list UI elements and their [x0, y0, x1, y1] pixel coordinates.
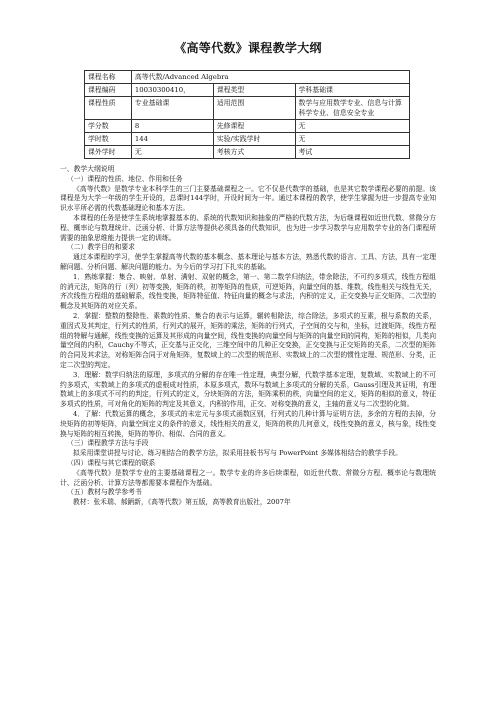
scope-value: 数学与应用数学专业、信息与计算科学专业、信息安全专业 [295, 97, 409, 120]
table-row [85, 84, 410, 97]
subsection-heading: （四）课程与其它课程的联系 [67, 458, 156, 467]
paragraph: 4．了解：代数运算的概念，多项式的未定元与多项式函数区别，行列式的几种计算与证明方法，多余的方程的去掉，分块矩阵的初等矩阵，向量空间定义的条件的意义，线性相关的意义，矩阵的秩的几何意义，线性变换的意义，核与象，线性变换与矩阵的相互转换，矩阵的等价、相似、合同的意义。 [60, 409, 436, 438]
paragraph: 教材：张禾瑞、郝鈵新，《高等代数》第五版，高等教育出版社，2007年 [73, 498, 291, 507]
course-nature-label: 课程性质 [85, 97, 132, 120]
subsection-heading: （三）课程教学方法与手段 [67, 439, 149, 448]
course-name-label: 课程名称 [85, 71, 132, 84]
paragraph: 1．熟练掌握：集合、映射、单射、满射、双射的概念，第一、第二数学归纳法，带余除法，不可约多项式，线性方程组的消元法，矩阵的行（列）初等变换，矩阵的秩，初等矩阵的性质，可逆矩阵，向量空间的基、维数，线性相关与线性无关，齐次线性方程组的基础解系，线性变换，矩阵特征值、特征向量的概念与求法，内积的定义，正交变换与正交矩阵，二次型的概念及其矩阵的对应关系。 [60, 272, 436, 311]
paragraph: 3．理解：数学归纳法的原理，多项式的分解的存在唯一性定理，典型分解，代数学基本定理，复数域、实数域上的不可约多项式，实数域上的多项式的虚根成对性质，本原多项式，数环与数域上多项式的分解的关系，Gauss引理及其证明，有理数域上的多项式不可约的判定，行列式的定义，分块矩阵的方法，矩阵乘积的秩，向量空间的定义，矩阵的相似的意义，特征多项式的性质，可对角化的矩阵的判定及其意义，内积的作用，正交、对称变换的意义，主轴的意义与二次型的化简。 [60, 370, 436, 409]
paragraph: 本课程的任务是使学生系统地掌握基本的、系统的代数知识和抽象的严格的代数方法，为后继课程如近世代数、常微分方程、概率论与数理统计、泛函分析、计算方法等提供必须具备的代数知识，也为进一步学习数学与应用数学专业的各门课程所需要的抽象思维能力提供一定的训练。 [60, 213, 436, 242]
prerequisite-label: 先修课程 [213, 120, 295, 133]
subsection-heading: （五）教材与教学参考书 [67, 488, 142, 497]
table-row [85, 71, 410, 84]
paragraph: 通过本课程的学习，使学生掌握高等代数的基本概念、基本理论与基本方法，熟悉代数的语言、工具、方法，具有一定理解问题、分析问题、解决问题的能力。为今后的学习打下扎实的基础。 [60, 253, 436, 271]
table-row [85, 120, 410, 133]
paragraph: 拟采用课堂讲授与讨论、练习相结合的教学方法，拟采用挂板书写与 PowerPoint 多媒体相结合的教学手段。 [73, 449, 402, 458]
paragraph: 《高等代数》是数学专业本科学生的三门主要基础课程之一。它不仅是代数学的基础，也是其它数学课程必要的前提。该课程是为大学一年级的学生开设的，总课时144学时，开设时间为一年。通过本课程的教学，使学生掌握为进一步提高专业知识水平所必需的代数基础理论和基本方法。 [60, 184, 436, 213]
hours-value: 144 [131, 133, 213, 146]
section-heading: 一、教学大纲说明 [60, 165, 115, 173]
subsection-heading: （一）课程的性质、地位、作用和任务 [67, 174, 183, 183]
table-row [85, 146, 410, 159]
subsection-heading: （二）教学目的和要求 [67, 243, 135, 252]
hours-label: 学时数 [85, 133, 132, 146]
table-row [85, 133, 410, 146]
credits-value: 8 [131, 120, 213, 133]
scope-label: 适用范围 [213, 97, 295, 120]
course-type-label: 课程类型 [213, 84, 295, 97]
paragraph: 《高等代数》是数学专业的主要基础课程之一。数学专业的许多后续课程，如近世代数、常微分方程、概率论与数理统计、泛函分析、计算方法等都需要本课程作为基础。 [60, 468, 436, 487]
course-type-value: 学科基础课 [295, 84, 409, 97]
course-nature-value: 专业基础课 [131, 97, 213, 120]
page-title: 《高等代数》课程教学大纲 [174, 41, 322, 55]
extra-hours-label: 课外学时 [85, 146, 132, 159]
syllabus-body [60, 165, 436, 508]
course-code-value: 10030300410， [131, 84, 213, 97]
course-name-value: 高等代数/Advanced Algebra [131, 71, 409, 84]
credits-label: 学分数 [85, 120, 132, 133]
prerequisite-value: 无 [295, 120, 409, 133]
assessment-label: 考核方式 [213, 146, 295, 159]
paragraph: 2．掌握：整数的整除性、素数的性质、集合的表示与运算，辗转相除法，综合除法，多项式的互素，根与系数的关系，重因式及其判定，行列式的性质，行列式的展开，矩阵的乘法，矩阵的行列式，子空间的交与和，坐标，过渡矩阵，线性方程组的特解与通解，线性变换的运算及其形成的向量空间，线性变换的向量空间与矩阵的向量空间的同构，矩阵的相似，几类向量空间的内积，Cauchy不等式，正交基与正交化，三维空间中的几种正交变换，正交变换与正交矩阵的关系，二次型的矩阵的合同及其求法，对称矩阵合同于对角矩阵，复数域上的二次型的规范形、实数域上的二次型的惯性定理、规范形、分类，正定二次型的判定。 [60, 311, 436, 369]
extra-hours-value: 无 [131, 146, 213, 159]
lab-hours-value: 无 [295, 133, 409, 146]
table-row [85, 97, 410, 120]
course-code-label: 课程编码 [85, 84, 132, 97]
course-info-table [84, 70, 410, 159]
lab-hours-label: 实验/实践学时 [213, 133, 295, 146]
assessment-value: 考试 [295, 146, 409, 159]
